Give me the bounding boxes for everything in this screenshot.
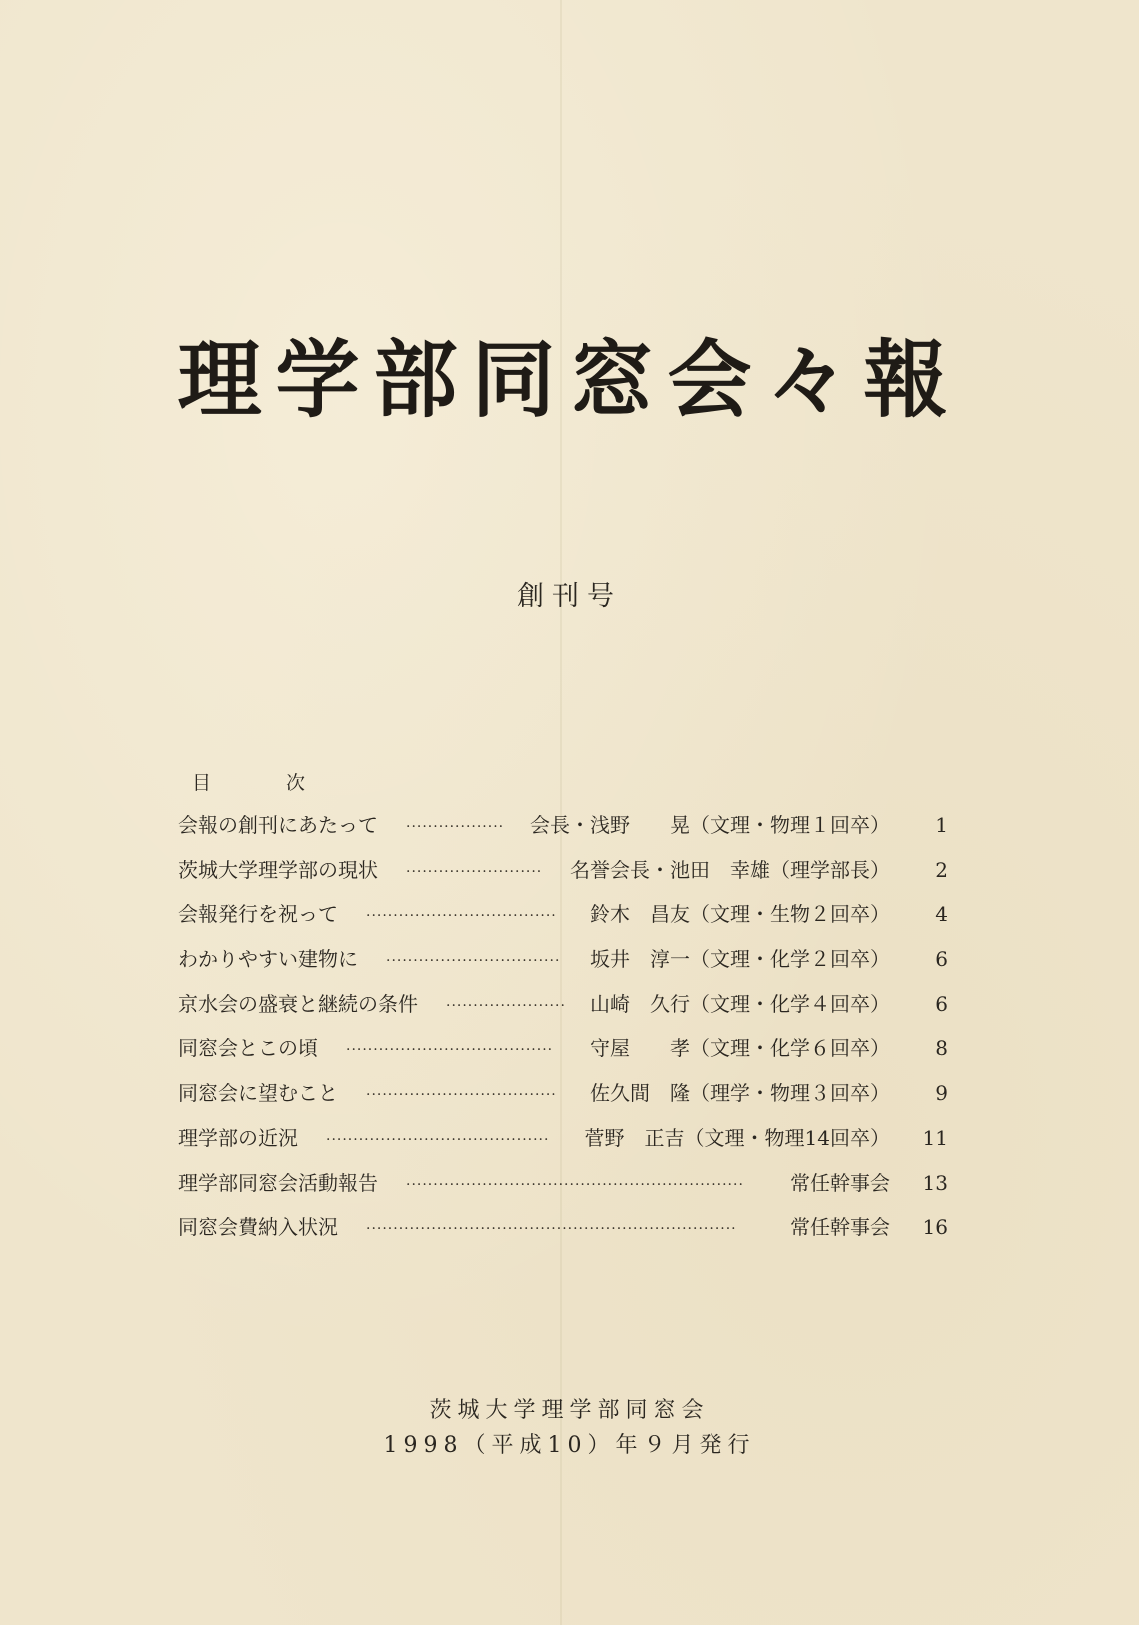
toc-leader-dots: ··································· [366,908,557,925]
toc-leader-dots: ······························································ [406,1176,744,1193]
toc-entry-author: 坂井 淳一（文理・化学２回卒） [590,947,890,972]
toc-entry-author: 守屋 孝（文理・化学６回卒） [590,1036,890,1061]
toc-leader-dots: ········································· [326,1131,550,1148]
toc-entry-page: 9 [935,1081,948,1106]
toc-entry-title: 会報の創刊にあたって [178,813,378,837]
toc-entry-author: 鈴木 昌友（文理・生物２回卒） [590,902,890,927]
table-of-contents [178,810,948,1257]
toc-row [178,1212,948,1257]
publisher-name: 茨城大学理学部同窓会 [429,1398,710,1423]
toc-entry-page: 16 [922,1215,948,1240]
toc-entry-page: 8 [935,1036,948,1061]
toc-entry-page: 1 [935,813,948,837]
toc-entry-title: 京水会の盛衰と継続の条件 [178,991,418,1016]
toc-entry-title: 茨城大学理学部の現状 [178,857,378,882]
toc-entry-author: 常任幹事会 [790,1170,890,1195]
toc-row [178,1168,948,1213]
toc-row [178,1033,948,1078]
issue-label: 創刊号 [517,581,622,612]
toc-leader-dots: ······················ [446,997,566,1014]
toc-entry-page: 4 [935,902,948,927]
toc-entry-page: 11 [922,1125,948,1150]
toc-entry-page: 13 [922,1170,948,1195]
toc-entry-author: 菅野 正吉（文理・物理14回卒） [584,1125,890,1150]
toc-entry-title: 理学部同窓会活動報告 [178,1170,378,1195]
toc-entry-title: 理学部の近況 [178,1125,298,1150]
publication-date: 1998（平成10）年９月発行 [383,1433,756,1458]
journal-title: 理学部同窓会々報 [177,330,962,429]
toc-entry-title: 会報発行を祝って [178,902,338,927]
toc-row [178,855,948,900]
toc-entry-author: 山崎 久行（文理・化学４回卒） [590,991,890,1016]
toc-entry-author: 常任幹事会 [790,1215,890,1240]
toc-entry-page: 6 [935,991,948,1016]
toc-entry-title: 同窓会に望むこと [178,1081,338,1106]
toc-row [178,810,948,855]
toc-entry-page: 6 [935,947,948,972]
toc-row [178,1078,948,1123]
toc-entry-author: 佐久間 隆（理学・物理３回卒） [590,1081,890,1106]
toc-leader-dots: ························· [406,863,543,880]
toc-entry-title: わかりやすい建物に [178,947,358,972]
toc-row [178,1123,948,1168]
toc-leader-dots: ···································································· [366,1221,737,1238]
toc-row [178,989,948,1034]
toc-entry-author: 名誉会長・池田 幸雄（理学部長） [570,857,890,882]
toc-leader-dots: ······································ [346,1042,554,1059]
toc-row [178,899,948,944]
toc-leader-dots: ································ [386,953,561,970]
toc-entry-title: 同窓会とこの頃 [178,1036,318,1061]
toc-row [178,944,948,989]
toc-leader-dots: ·················· [406,819,505,835]
toc-entry-page: 2 [935,857,948,882]
toc-entry-title: 同窓会費納入状況 [178,1215,338,1240]
toc-heading: 目 次 [192,772,334,794]
toc-entry-author: 会長・浅野 晃（文理・物理１回卒） [530,813,890,837]
toc-leader-dots: ··································· [366,1087,557,1104]
